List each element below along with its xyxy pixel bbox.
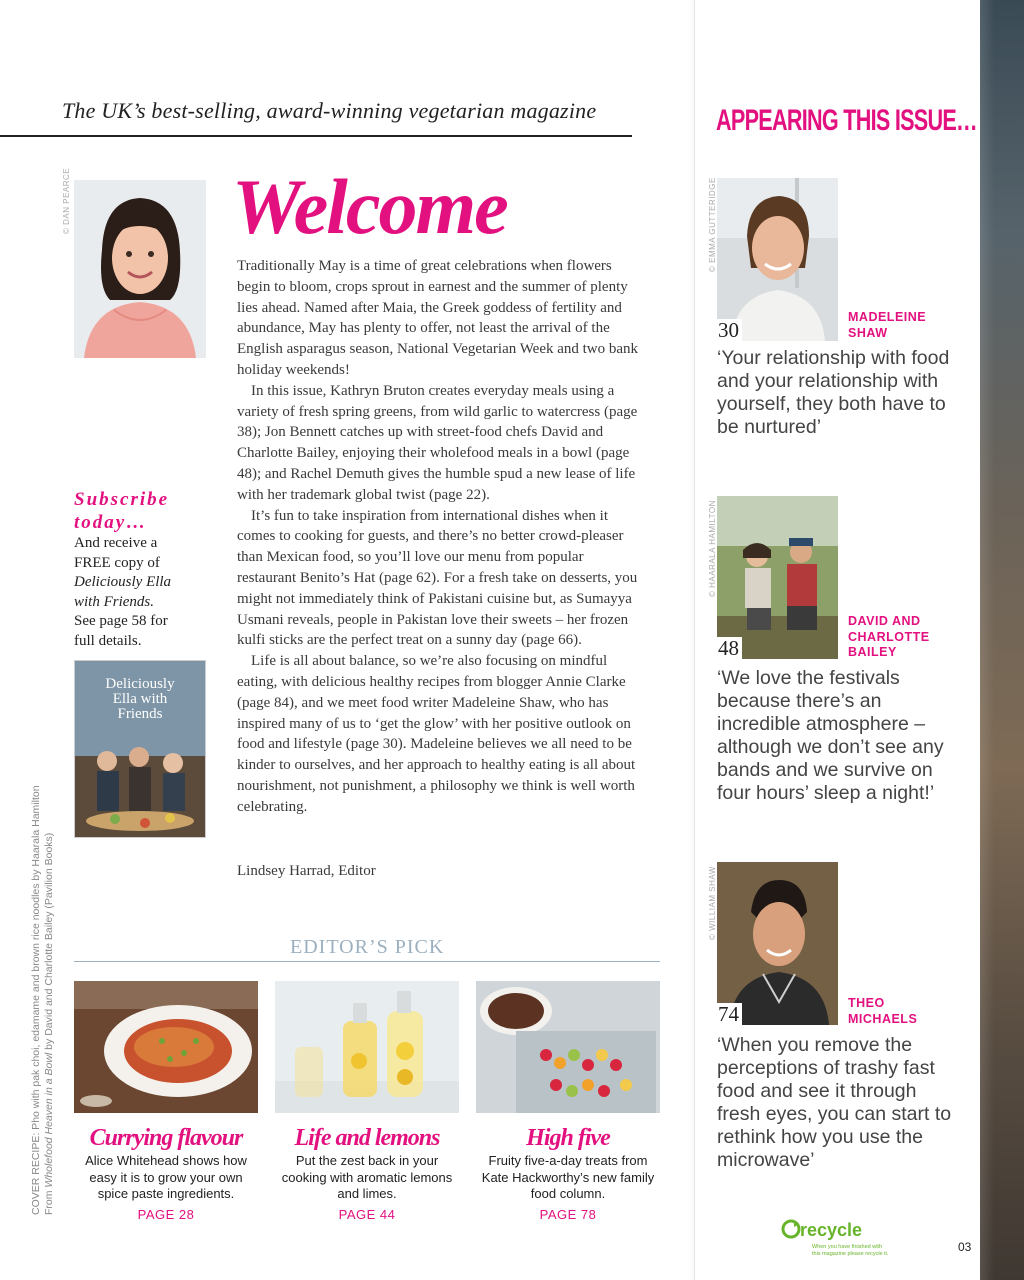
editor-portrait-illustration xyxy=(74,180,206,358)
subscribe-offer-text: And receive a FREE copy of Deliciously Ella with Friends. See page 58 for full details. xyxy=(74,535,172,649)
david-charlotte-photo xyxy=(717,496,838,659)
fruit-skewers-image xyxy=(476,981,660,1113)
letter-paragraph: In this issue, Kathryn Bruton creates everyday meals using a variety of fresh spring greens, from wild garlic to watercress (page 38); Jon Bennett catches up with street-food chefs David and Charlotte Bailey, enjoying their wholefood meals in a bowl (page 48); and Rachel Demuth gives the humble spud a new lease of life with her trademark global twist (page 22). xyxy=(237,382,638,503)
contributor-name: THEO MICHAELS xyxy=(848,996,918,1026)
contributor-photo-madeleine xyxy=(717,178,838,341)
pick-image-lemons xyxy=(275,981,459,1113)
cover-recipe-credit: COVER RECIPE: Pho with pak choi, edamame and brown rice noodles by Haarala Hamilton From Wholefood Heaven in a Bowl by David and Charlotte Bailey (Pavilion Books) xyxy=(30,785,55,1215)
pick-title: High five xyxy=(526,1125,610,1151)
pick-item-currying[interactable] xyxy=(74,981,258,1222)
recycle-note: When you have finished with this magazine please recycle it. xyxy=(812,1244,889,1257)
contributor-page-number[interactable]: 48 xyxy=(717,637,742,659)
editors-pick-heading: EDITOR’S PICK xyxy=(290,936,445,958)
editor-photo xyxy=(74,180,206,358)
contributor-quote: ‘Your relationship with food and your relationship with yourself, they both have to be nurtured’ xyxy=(717,347,950,438)
pick-item-high-five[interactable] xyxy=(476,981,660,1222)
contributor-name: MADELEINE SHAW xyxy=(848,310,927,340)
contributor-photo-theo xyxy=(717,862,838,1025)
curry-dish-image xyxy=(74,981,258,1113)
pick-description: Alice Whitehead shows how easy it is to grow your own spice paste ingredients. xyxy=(85,1153,247,1201)
contributor-photo-david-charlotte xyxy=(717,496,838,659)
pick-description: Put the zest back in your cooking with aromatic lemons and limes. xyxy=(281,1153,453,1201)
contributor-photo-credit: © HAARALA HAMILTON xyxy=(708,500,717,597)
recycle-logo-text: recycle xyxy=(800,1220,863,1240)
lemon-bottles-image xyxy=(275,981,459,1113)
recycle-icon xyxy=(780,1218,802,1240)
pick-page-link[interactable]: PAGE 28 xyxy=(137,1206,195,1222)
magazine-tagline: The UK’s best-selling, award-winning vegetarian magazine xyxy=(62,98,597,123)
book-cover-title: Deliciously Ella with Friends xyxy=(105,676,175,722)
letter-paragraph: It’s fun to take inspiration from international dishes when it comes to cooking for guests, and there’s no better crowd-pleaser than Mexican food, so you’ll love our menu from popular restaurant Benito’s Hat (page 62). For a fresh take on desserts, you might not immediately think of Pakistani cuisine but, as Sumayya Usmani reveals, people in Pakistan love their sweets – her frozen kulfi sticks are the perfect treat on a sunny day (page 66). xyxy=(237,507,638,649)
editor-photo-credit: © DAN PEARCE xyxy=(62,167,71,234)
contributor-page-number[interactable]: 74 xyxy=(717,1003,742,1025)
background-photo-strip xyxy=(980,0,1024,1280)
editor-signature: Lindsey Harrad, Editor xyxy=(237,863,376,879)
pick-page-link[interactable]: PAGE 44 xyxy=(338,1206,396,1222)
pick-title: Life and lemons xyxy=(294,1125,440,1151)
contributor-page-number[interactable]: 30 xyxy=(717,319,742,341)
theo-portrait xyxy=(717,862,838,1025)
contributor-name: DAVID AND CHARLOTTE BAILEY xyxy=(848,614,930,659)
contributor-quote: ‘When you remove the perceptions of trashy fast food and see it through fresh eyes, you can start to rethink how you use the microwave’ xyxy=(717,1034,952,1171)
pick-item-lemons[interactable] xyxy=(275,981,459,1222)
editor-letter xyxy=(237,256,645,818)
contributor-quote: ‘We love the festivals because there’s an incredible atmosphere – although we don’t see any bands and we survive on four hours’ sleep a night!’ xyxy=(717,667,944,804)
subscribe-heading[interactable]: Subscribe today… xyxy=(74,489,170,533)
pick-description: Fruity five-a-day treats from Kate Hackworthy’s new family food column. xyxy=(481,1153,655,1201)
tagline-divider xyxy=(0,135,632,137)
letter-paragraph: Traditionally May is a time of great celebrations when flowers begin to bloom, crops sprout in earnest and the summer of plenty lies ahead. Named after Maia, the Greek goddess of fertility and abundance, May has plenty to offer, not least the arrival of the English asparagus season, National Vegetarian Week and two bank holiday weekends! xyxy=(237,258,639,378)
letter-paragraph: Life is all about balance, so we’re also focusing on mindful eating, with delicious healthy recipes from blogger Annie Clarke (page 84), and we meet food writer Madeleine Shaw, who has inspired many of us to ‘get the glow’ with her positive outlook on food and lifestyle (page 30). Madeleine believes we all need to be kinder to ourselves, and her approach to healthy eating is all about nourishment, not punishment, a philosophy we think is well worth celebrating. xyxy=(237,653,636,815)
contributor-photo-credit: © WILLIAM SHAW xyxy=(708,866,717,940)
book-cover-image[interactable] xyxy=(74,660,206,838)
pick-page-link[interactable]: PAGE 78 xyxy=(539,1206,597,1222)
pick-image-fruit xyxy=(476,981,660,1113)
contributor-photo-credit: © EMMA GUTTERIDGE xyxy=(708,177,717,272)
welcome-heading: Welcome xyxy=(232,163,507,250)
editors-pick-divider xyxy=(74,961,660,962)
page-number: 03 xyxy=(958,1240,972,1254)
pick-image-curry xyxy=(74,981,258,1113)
pick-title: Currying flavour xyxy=(89,1125,243,1151)
madeleine-portrait xyxy=(717,178,838,341)
appearing-this-issue-heading: APPEARING THIS ISSUE… xyxy=(716,104,977,137)
